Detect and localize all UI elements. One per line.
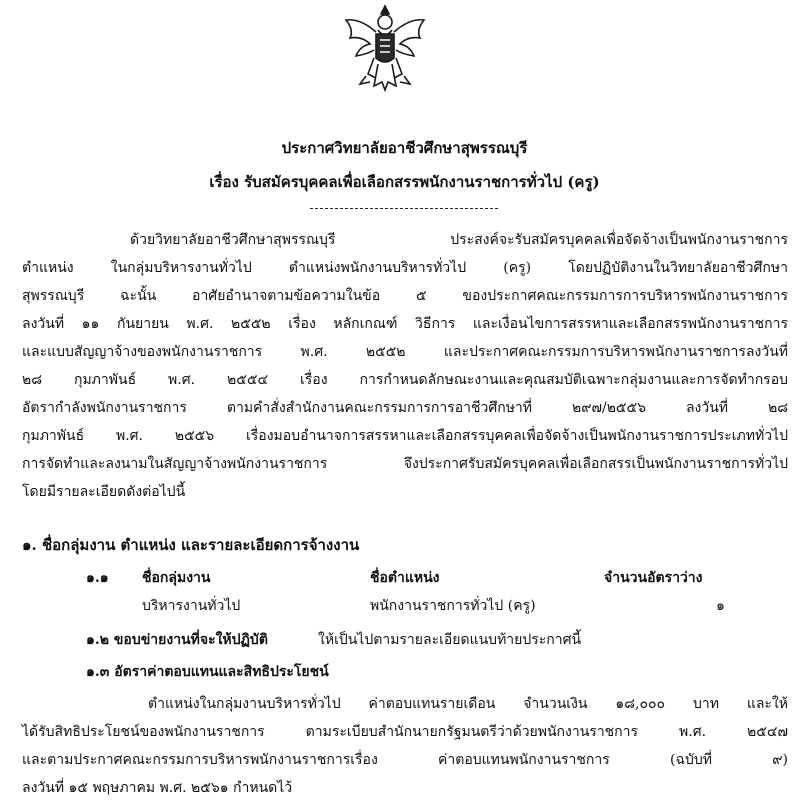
col-header-position: ชื่อตำแหน่ง xyxy=(370,570,440,586)
col-header-group: ชื่อกลุ่มงาน xyxy=(142,570,211,586)
intro-line-5: และแบบสัญญาจ้างของพนักงานราชการ พ.ศ. ๒๕๕๒ และประกาศคณะกรรมการบริหารพนักงานราชการลงวันที่ xyxy=(22,344,788,360)
intro-line-8: กุมภาพันธ์ พ.ศ. ๒๕๕๖ เรื่องมอบอำนาจการสรรหาและเลือกสรรบุคคลเพื่อจัดจ้างเป็นพนักงานราชการประเภททั่วไป xyxy=(22,428,788,444)
compensation-line-3: และตามประกาศคณะกรรมการบริหารพนักงานราชการเรื่อง ค่าตอบแทนพนักงานราชการ (ฉบับที่ ๙) xyxy=(22,752,788,768)
intro-line-1: ด้วยวิทยาลัยอาชีวศึกษาสุพรรณบุรี ประสงค์จะรับสมัครบุคคลเพื่อจัดจ้างเป็นพนักงานราชการ xyxy=(130,232,788,248)
intro-line-4: ลงวันที่ ๑๑ กันยายน พ.ศ. ๒๕๕๒ เรื่อง หลักเกณฑ์ วิธีการ และเงื่อนไขการสรรหาและเลือกสรรพนักงานราชการ xyxy=(22,316,788,332)
announcement-subject: เรื่อง รับสมัครบุคคลเพื่อเลือกสรรพนักงานราชการทั่วไป (ครู) xyxy=(209,173,600,191)
section-1-heading: ๑. ชื่อกลุ่มงาน ตำแหน่ง และรายละเอียดการจ้างงาน xyxy=(22,536,360,554)
compensation-line-2: ได้รับสิทธิประโยชน์ของพนักงานราชการ ตามระเบียบสำนักนายกรัฐมนตรีว่าด้วยพนักงานราชการ พ.ศ. ๒๕๔๗ xyxy=(22,724,788,740)
intro-line-10: โดยมีรายละเอียดดังต่อไปนี้ xyxy=(22,484,186,500)
intro-line-6: ๒๘ กุมภาพันธ์ พ.ศ. ๒๕๕๔ เรื่อง การกำหนดลักษณะงานและคุณสมบัติเฉพาะกลุ่มงานและการจัดทำกรอบ xyxy=(22,372,788,388)
section-1-3-label: ๑.๓ อัตราค่าตอบแทนและสิทธิประโยชน์ xyxy=(86,664,329,680)
section-1-2-label: ๑.๒ ขอบข่ายงานที่จะให้ปฏิบัติ xyxy=(86,632,268,648)
cell-group: บริหารงานทั่วไป xyxy=(142,598,241,614)
garuda-emblem-icon xyxy=(340,0,430,92)
intro-line-3: สุพรรณบุรี ฉะนั้น อาศัยอำนาจตามข้อความในข้อ ๕ ของประกาศคณะกรรมการการบริหารพนักงานราชการ xyxy=(22,288,788,304)
col-header-vacancy: จำนวนอัตราว่าง xyxy=(604,570,703,586)
intro-line-2: ตำแหน่ง ในกลุ่มบริหารงานทั่วไป ตำแหน่งพนักงานบริหารทั่วไป (ครู) โดยปฏิบัติงานในวิทยาลัยอาชีวศึกษา xyxy=(22,260,788,276)
compensation-line-1: ตำแหน่งในกลุ่มงานบริหารทั่วไป ค่าตอบแทนรายเดือน จำนวนเงิน ๑๘,๐๐๐ บาท และให้ xyxy=(148,696,788,712)
cell-vacancy: ๑ xyxy=(716,598,725,614)
compensation-line-4: ลงวันที่ ๑๕ พฤษภาคม พ.ศ. ๒๕๖๑ กำหนดไว้ xyxy=(22,780,293,796)
section-1-2-text: ให้เป็นไปตามรายละเอียดแนบท้ายประกาศนี้ xyxy=(318,632,582,648)
announcement-title: ประกาศวิทยาลัยอาชีวศึกษาสุพรรณบุรี xyxy=(281,139,528,157)
title-divider xyxy=(310,208,498,209)
intro-line-9: การจัดทำและลงนามในสัญญาจ้างพนักงานราชการ จึงประกาศรับสมัครบุคคลเพื่อเลือกสรรเป็นพนักงานราชการทั่วไป xyxy=(22,456,788,472)
cell-position: พนักงานราชการทั่วไป (ครู) xyxy=(370,598,536,614)
intro-line-7: อัตรากำลังพนักงานราชการ ตามคำสั่งสำนักงานคณะกรรมการการอาชีวศึกษาที่ ๒๙๗/๒๕๕๖ ลงวันที่ ๒๘ xyxy=(22,400,788,416)
section-1-1-number: ๑.๑ xyxy=(86,570,109,586)
